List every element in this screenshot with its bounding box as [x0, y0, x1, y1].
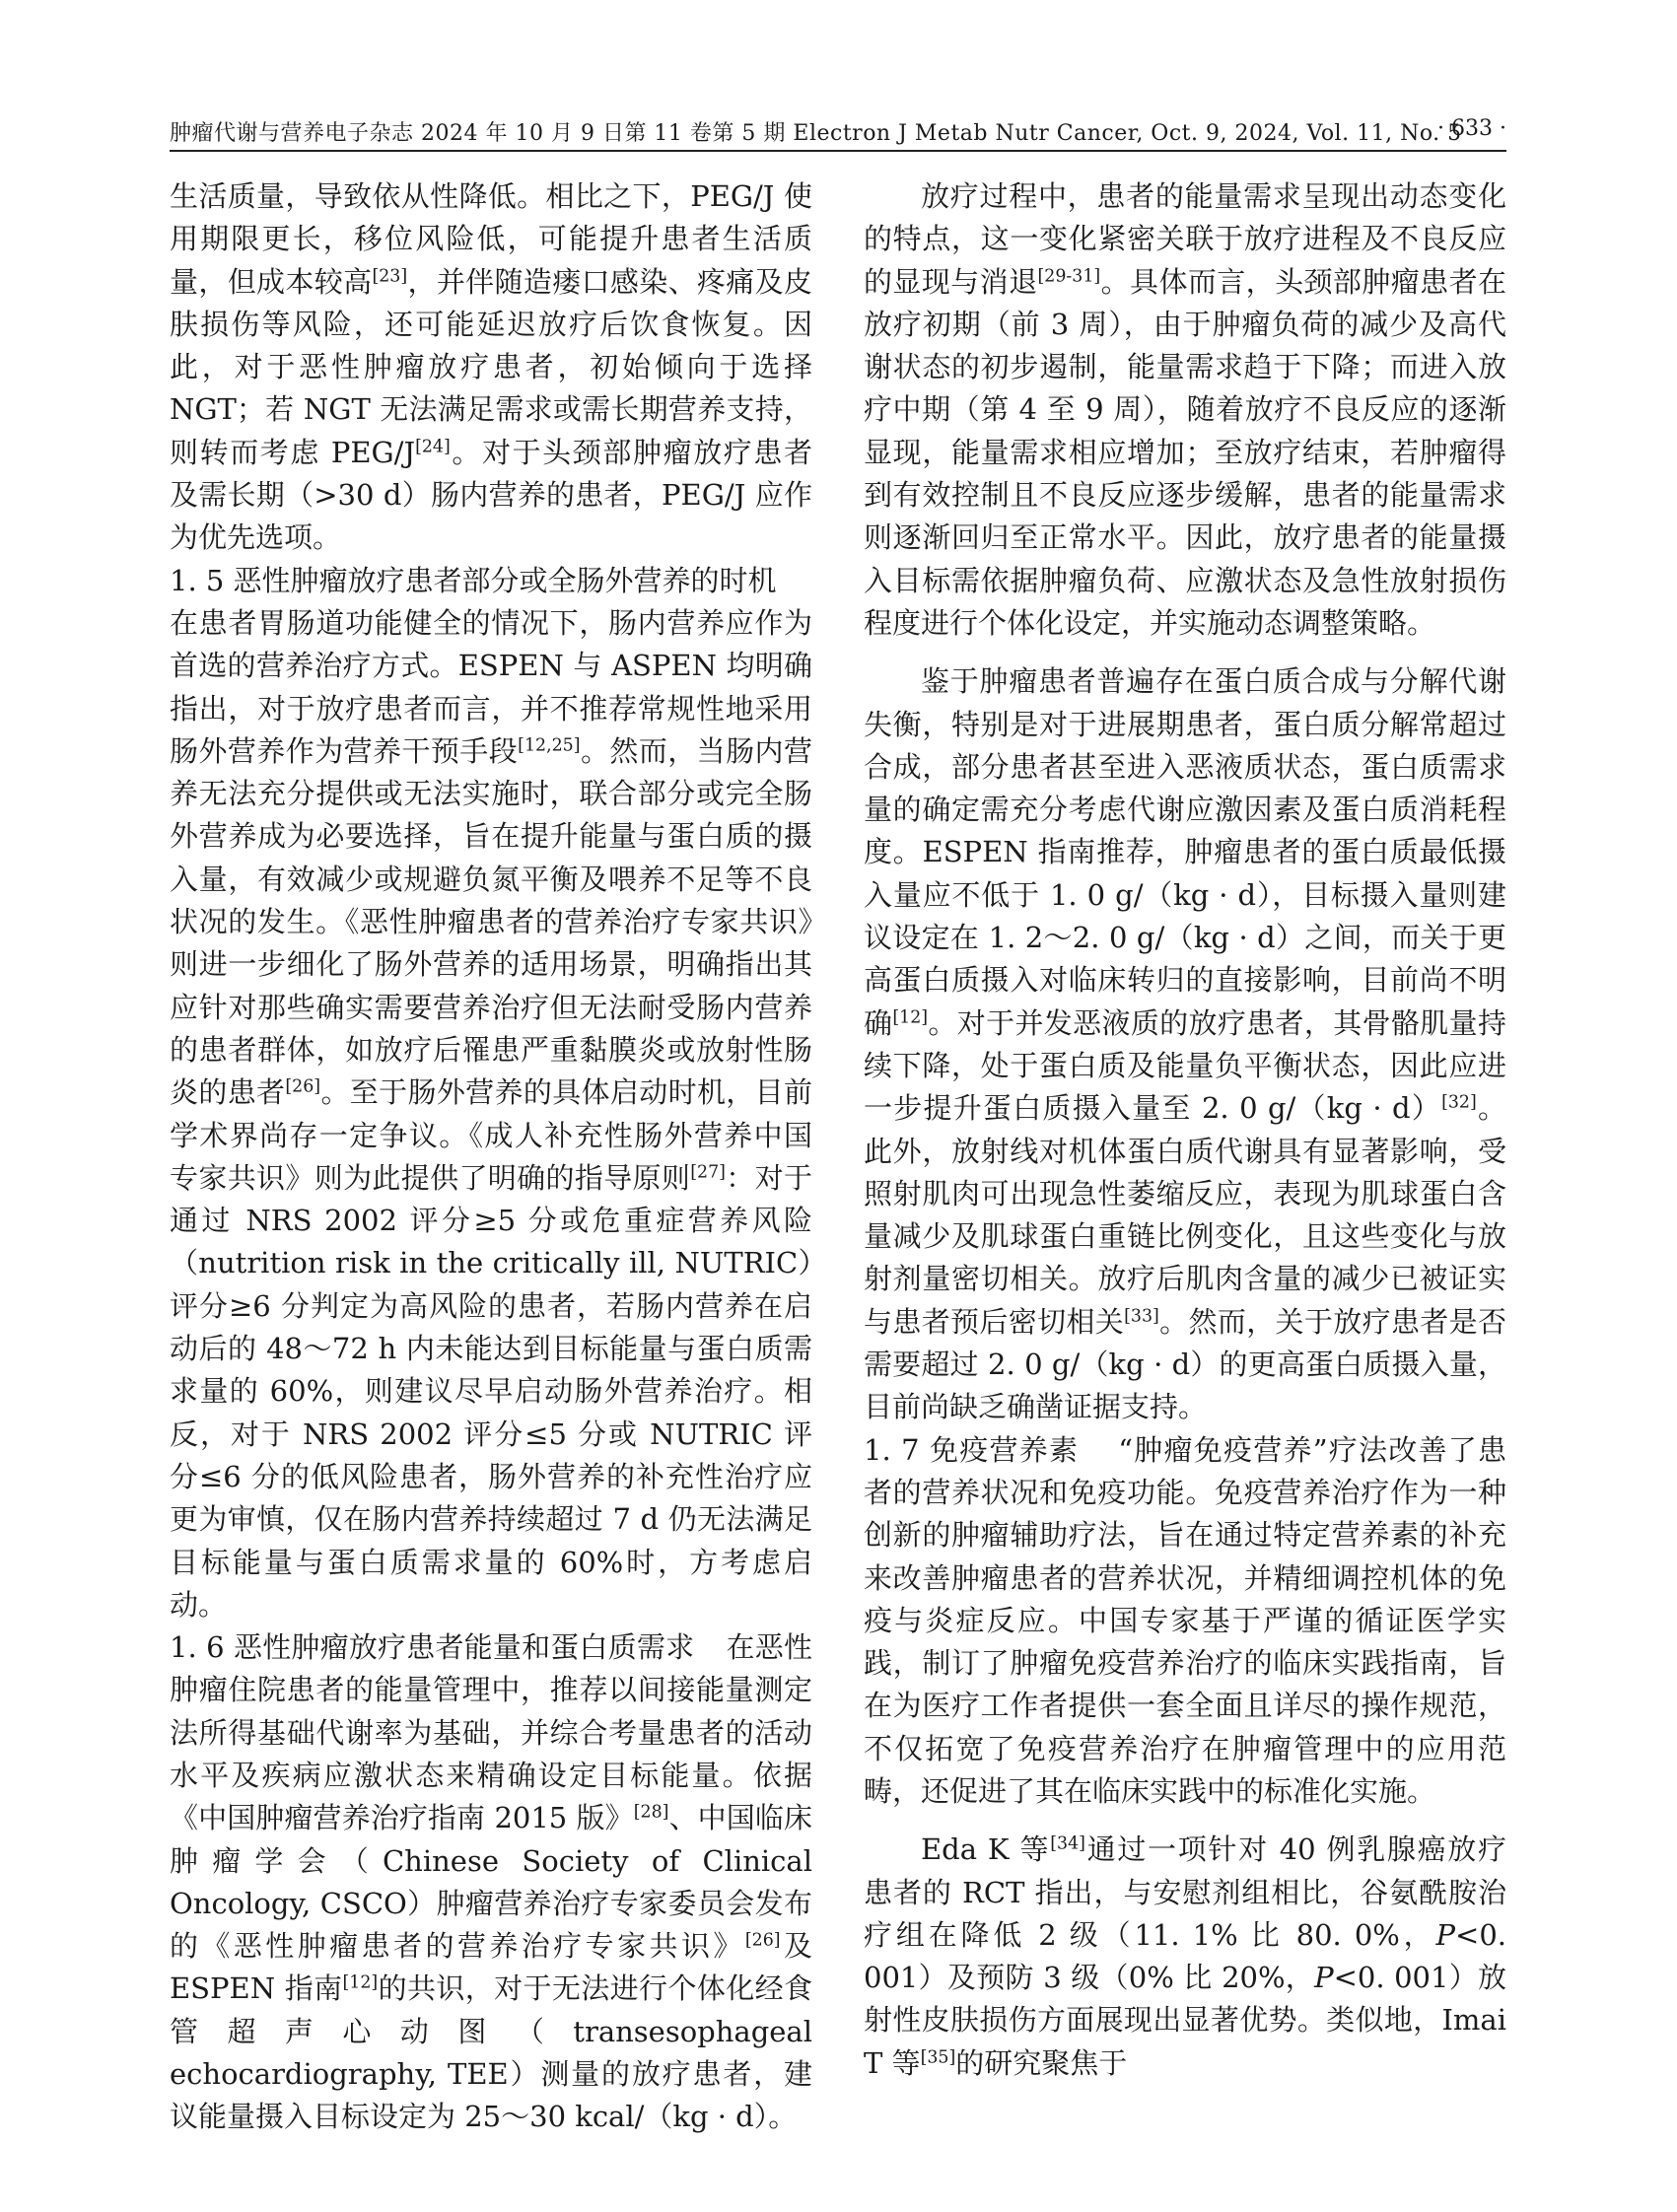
citation-ref: [12,25] [518, 735, 581, 756]
citation-ref: [27] [690, 1162, 726, 1183]
citation-ref: [32] [1441, 1092, 1477, 1113]
left-column [170, 175, 812, 2139]
p-value-symbol: P [1314, 1961, 1334, 1995]
citation-ref: [34] [1050, 1833, 1085, 1854]
citation-ref: [33] [1124, 1306, 1159, 1327]
journal-citation: 肿瘤代谢与营养电子杂志 2024 年 10 月 9 日第 11 卷第 5 期 Electron J Metab Nutr Cancer, Oct. 9, 2024, Vol. 11, No. 5 [170, 121, 1462, 146]
paragraph-protein-needs: 鉴于肿瘤患者普遍存在蛋白质合成与分解代谢失衡，特别是对于进展期患者，蛋白质分解常超过合成，部分患者甚至进入恶液质状态，蛋白质需求量的确定需充分考虑代谢应激因素及蛋白质消耗程度。ESPEN 指南推荐，肿瘤患者的蛋白质最低摄入量应不低于 1. 0 g/（kg · d），目标摄入量则建议设定在 1. 2～2. 0 g/（kg · d）之间，而关于更高蛋白质摄入对临床转归的直接影响，目前尚不明确[12]。对于并发恶液质的放疗患者，其骨骼肌量持续下降，处于蛋白质及能量负平衡状态，因此应进一步提升蛋白质摄入量至 2. 0 g/（kg · d）[32]。此外，放射线对机体蛋白质代谢具有显著影响，受照射肌肉可出现急性萎缩反应，表现为肌球蛋白含量减少及肌球蛋白重链比例变化，且这些变化与放射剂量密切相关。放疗后肌肉含量的减少已被证实与患者预后密切相关[33]。然而，关于放疗患者是否需要超过 2. 0 g/（kg · d）的更高蛋白质摄入量，目前尚缺乏确凿证据支持。 [864, 664, 1506, 1424]
section-heading-1-5: 1. 5 恶性肿瘤放疗患者部分或全肠外营养的时机 [170, 563, 777, 597]
page-number: · 633 · [1437, 116, 1506, 141]
section-heading-1-6: 1. 6 恶性肿瘤放疗患者能量和蛋白质需求 [170, 1630, 695, 1665]
citation-ref: [24] [415, 437, 451, 457]
section-heading-1-7: 1. 7 免疫营养素 [864, 1432, 1080, 1467]
citation-ref: [12] [892, 1006, 929, 1027]
paragraph-parenteral-nutrition: 在患者胃肠道功能健全的情况下，肠内营养应作为首选的营养治疗方式。ESPEN 与 ASPEN 均明确指出，对于放疗患者而言，并不推荐常规性地采用肠外营养作为营养干预手段[12,25]。然而，当肠内营养无法充分提供或无法实施时，联合部分或完全肠外营养成为必要选择，旨在提升能量与蛋白质的摄入量，有效减少或规避负氮平衡及喂养不足等不良状况的发生。《恶性肿瘤患者的营养治疗专家共识》则进一步细化了肠外营养的适用场景，明确指出其应针对那些确实需要营养治疗但无法耐受肠内营养的患者群体，如放疗后罹患严重黏膜炎或放射性肠炎的患者[26]。至于肠外营养的具体启动时机，目前学术界尚存一定争议。《成人补充性肠外营养中国专家共识》则为此提供了明确的指导原则[27]：对于通过 NRS 2002 评分≥5 分或危重症营养风险（nutrition risk in the critically ill, NUTRIC）评分≥6 分判定为高风险的患者，若肠内营养在启动后的 48～72 h 内未能达到目标能量与蛋白质需求量的 60%，则建议尽早启动肠外营养治疗。相反，对于 NRS 2002 评分≤5 分或 NUTRIC 评分≤6 分的低风险患者，肠外营养的补充性治疗应更为审慎，仅在肠内营养持续超过 7 d 仍无法满足目标能量与蛋白质需求量的 60%时，方考虑启动。 [170, 605, 812, 1622]
paragraph-glutamine-rct: Eda K 等[34]通过一项针对 40 例乳腺癌放疗患者的 RCT 指出，与安慰剂组相比，谷氨酰胺治疗组在降低 2 级（11. 1% 比 80. 0%，P<0. 001）及预防 3 级（0% 比 20%，P<0. 001）放射性皮肤损伤方面展现出显著优势。类似地，Imai T 等[35]的研究聚焦于 [864, 1832, 1507, 2080]
paragraph-energy-protein: 1. 6 恶性肿瘤放疗患者能量和蛋白质需求 在恶性肿瘤住院患者的能量管理中，推荐以间接能量测定法所得基础代谢率为基础，并综合考量患者的活动水平及疾病应激状态来精确设定目标能量。依据《中国肿瘤营养治疗指南 2015 版》[28]、中国临床肿瘤学会（Chinese Society of Clinical Oncology, CSCO）肿瘤营养治疗专家委员会发布的《恶性肿瘤患者的营养治疗专家共识》[26]及 ESPEN 指南[12]的共识，对于无法进行个体化经食管超声心动图（transesophageal echocardiography, TEE）测量的放疗患者，建议能量摄入目标设定为 25～30 kcal/（kg · d）。 [170, 1630, 812, 2134]
citation-ref: [28] [633, 1802, 669, 1823]
running-header [170, 110, 1506, 152]
p-value-symbol: P [1435, 1917, 1456, 1952]
citation-ref: [26] [744, 1930, 781, 1951]
paragraph-peg-j: 生活质量，导致依从性降低。相比之下，PEG/J 使用期限更长，移位风险低，可能提升患者生活质量，但成本较高[23]，并伴随造瘘口感染、疼痛及皮肤损伤等风险，还可能延迟放疗后饮食恢复。因此，对于恶性肿瘤放疗患者，初始倾向于选择 NGT；若 NGT 无法满足需求或需长期营养支持，则转而考虑 PEG/J[24]。对于头颈部肿瘤放疗患者及需长期（>30 d）肠内营养的患者，PEG/J 应作为优先选项。 [170, 179, 812, 555]
citation-ref: [35] [920, 2047, 956, 2068]
paragraph-immunonutrition: 1. 7 免疫营养素 “肿瘤免疫营养”疗法改善了患者的营养状况和免疫功能。免疫营养治疗作为一种创新的肿瘤辅助疗法，旨在通过特定营养素的补充来改善肿瘤患者的营养状况，并精细调控机体的免疫与炎症反应。中国专家基于严谨的循证医学实践，制订了肿瘤免疫营养治疗的临床实践指南，旨在为医疗工作者提供一套全面且详尽的操作规范，不仅拓宽了免疫营养治疗在肿瘤管理中的应用范畴，还促进了其在临床实践中的标准化实施。 [864, 1432, 1506, 1808]
right-column [864, 175, 1506, 2085]
citation-ref: [12] [342, 1972, 379, 1993]
citation-ref: [23] [372, 265, 408, 286]
paragraph-energy-dynamics: 放疗过程中，患者的能量需求呈现出动态变化的特点，这一变化紧密关联于放疗进程及不良反应的显现与消退[29-31]。具体而言，头颈部肿瘤患者在放疗初期（前 3 周），由于肿瘤负荷的减少及高代谢状态的初步遏制，能量需求趋于下降；而进入放疗中期（第 4 至 9 周），随着放疗不良反应的逐渐显现，能量需求相应增加；至放疗结束，若肿瘤得到有效控制且不良反应逐步缓解，患者的能量需求则逐渐回归至正常水平。因此，放疗患者的能量摄入目标需依据肿瘤负荷、应激状态及急性放射损伤程度进行个体化设定，并实施动态调整策略。 [864, 179, 1506, 640]
citation-ref: [26] [285, 1076, 321, 1097]
citation-ref: [29-31] [1037, 265, 1101, 286]
